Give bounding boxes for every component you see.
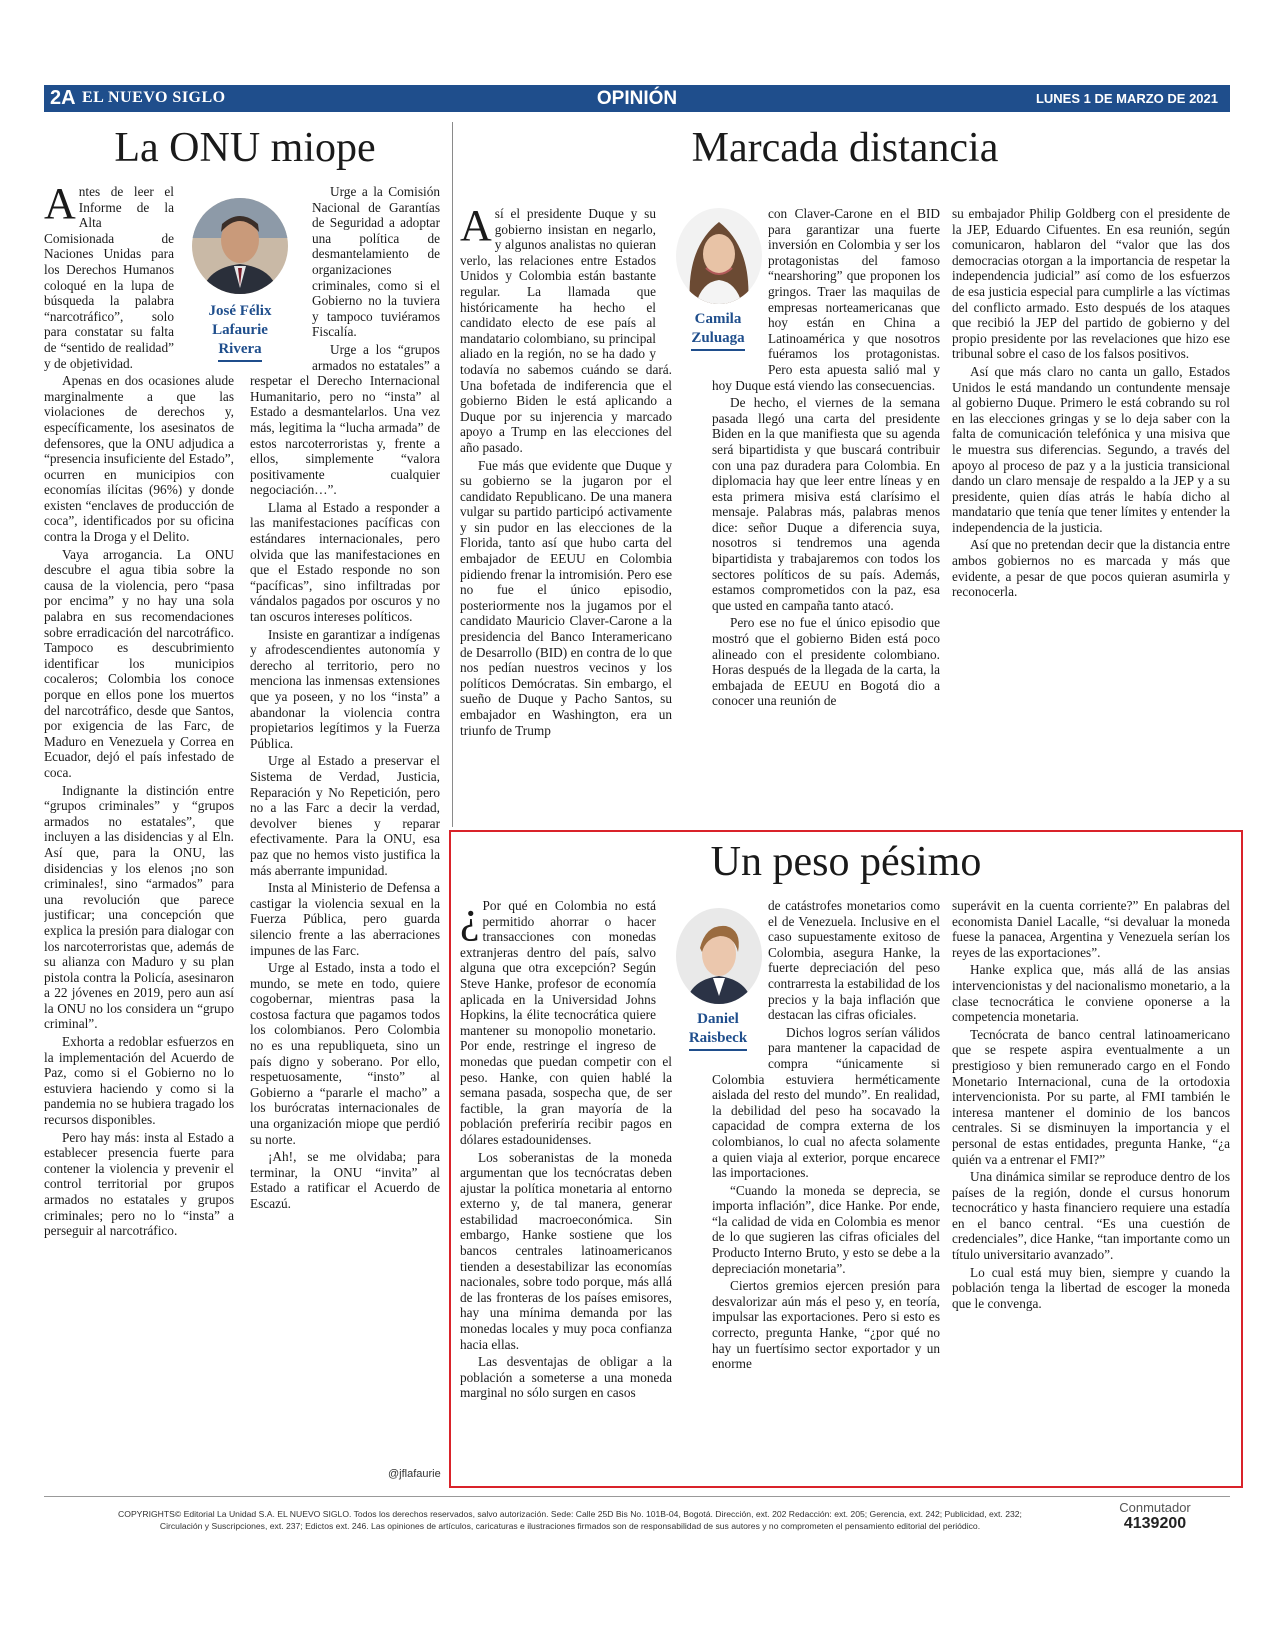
paragraph: Apenas en dos ocasiones alude marginalmente a que las violaciones de derechos y, específicamente, los asesinatos de defensores, que la ONU adjudica a “presencia insuficiente del Estado”, ocurren en municipios con economías ilícitas (96%) y donde existen “enclaves de producción de coca”, identificados por su oficina contra la Droga y el Delito. [44, 373, 234, 545]
paragraph: Fue más que evidente que Duque y su gobierno se la jugaron por el candidato Republicano. De una manera vulgar su partido participó activamente y sin pudor en las elecciones de la Florida, tanto así que hubo carta del embajador de EEUU en Colombia pidiendo frenar la intromisión. Pero ese no fue el único episodio, posteriormente nos la jugamos por el candidato Mauricio Claver-Carone a la presidencia del Banco Interamericano de Desarrollo (BID) en contra de lo que nos pedían nuestros vecinos y los políticos Demócratas. Sin embargo, el sueño de Duque y Pacho Santos, su embajador en Washington, era un triunfo de Trump [460, 457, 672, 738]
article-column-peso-2 [712, 898, 940, 1478]
paragraph: Insiste en garantizar a indígenas y afrodescendientes autonomía y derecho al territorio, pero no menciona las inmensas extensiones que ya poseen, y no los “insta” a abandonar la violencia contra propietarios legítimos y la Fuerza Pública. [250, 626, 440, 751]
column-divider [452, 122, 453, 827]
author-name-line: Raisbeck [689, 1029, 747, 1051]
paragraph: Pero ese no fue el único episodio que mostró que el gobierno Biden está poco alineado con el presidente colombiano. Horas después de la llegada de la carta, la embajada de EEUU en Bogotá dio a conocer una reunión de [712, 615, 940, 709]
article-column-distancia-1 [460, 206, 672, 806]
paragraph: Así que no pretendan decir que la distancia entre ambos gobiernos no es marcada y más que evidente, a pesar de que pocos quieran asumirla y reconocerla. [952, 537, 1230, 600]
switchboard-info [1095, 1500, 1215, 1533]
paragraph: Los soberanistas de la moneda argumentan que los tecnócratas deben ajustar la política monetaria al entorno externo y, de tal manera, generar estabilidad macroeconómica. Sin embargo, Hanke sostiene que los bancos centrales latinoamericanos tienden a desestabilizar las economías nacionales, sobre todo porque, más allá de las fronteras de los países emisores, hay una mínima demanda por las monedas locales y muy poca confianza hacia ellas. [460, 1149, 672, 1352]
author-name-line: Lafaurie [212, 322, 268, 338]
paragraph-text: ntes de leer el Informe de la Alta Comisionada de Naciones Unidas para los Derechos Humanos coloqué en la lupa de búsqueda la palabra “narcotráfico”, solo para constatar su falta de “sentido de realidad” y de objetividad. [44, 184, 174, 371]
paragraph: con Claver-Carone en el BID para garantizar una fuerte inversión en Colombia y ser los protagonistas del famoso “nearshoring” que proponen los gringos. Traer las maquilas de empresas norteamericanas que hoy están en China a Latinoamérica y que nosotros fuéramos los protagonistas. Pero esta apuesta salió mal y hoy Duque está viendo las consecuencias. [712, 206, 940, 393]
author-name-line: Rivera [218, 340, 261, 362]
paragraph: Llama al Estado a responder a las manifestaciones pacíficas con estándares internacionales, pero olvida que las manifestaciones en que el Estado responde no son “pacíficas”, sino infiltradas por vándalos pagados por oscuros y no tan oscuros intereses políticos. [250, 499, 440, 625]
paragraph: Urge al Estado a preservar el Sistema de Verdad, Justicia, Reparación y No Repetición, pero no a las Farc a decir la verdad, devolver bienes y reparar efectivamente. Para la ONU, esa paz que no hemos visto justifica la más aberrante impunidad. [250, 753, 440, 878]
paragraph: Tecnócrata de banco central latinoamericano que se respete aspira eventualmente a un prestigioso y bien remunerado cargo en el Fondo Monetario Internacional, cuna de la ortodoxia intervencionista. Por su parte, al FMI también le interesa mantener el dominio de los bancos centrales. Si se disminuyen la importancia y el personal de estas entidades, pregunta Hanke, “¿a quién va a entrenar el FMI?” [952, 1026, 1230, 1167]
paragraph [460, 898, 672, 1148]
paragraph: superávit en la cuenta corriente?” En palabras del economista Daniel Lacalle, “si devaluar la moneda fuese la panacea, Argentina y Venezuela serían los reyes de las exportaciones”. [952, 898, 1230, 960]
paragraph: Indignante la distinción entre “grupos criminales” y “grupos armados no estatales”, que incluyen a las disidencias y al Eln. Así que, para la ONU, las disidencias y los elenos ¡no son criminales!, sino “armados” para una revolución que parece justificar; una concepción que explica la presión para dialogar con los narcoterroristas que, además de su alianza con Maduro y su plan pistola contra la Policía, asesinaron a 22 jóvenes en 2019, pero aun así la ONU no los considera un “grupo criminal”. [44, 782, 234, 1032]
paragraph: Lo cual está muy bien, siempre y cuando la población tenga la libertad de escoger la moneda que le convenga. [952, 1264, 1230, 1311]
article-column-peso-1 [460, 898, 672, 1478]
paragraph: Pero hay más: insta al Estado a establecer presencia fuerte para contener la violencia y prevenir el control territorial por grupos armados no estatales y grupos criminales; pero no lo “insta” a perseguir al narcotráfico. [44, 1129, 234, 1239]
paragraph: Las desventajas de obligar a la población a someterse a una moneda marginal no sólo surgen en casos [460, 1354, 672, 1401]
footer-line: COPYRIGHTS© Editorial La Unidad S.A. EL NUEVO SIGLO. Todos los derechos reservados, salvo autorización. Sede: Calle 25D Bis No. 101B-04, Bogotá. Dirección, ext. 202 Redacción: ext. 205; Gerencia, ext. 242; Publicidad, ext. 232; [118, 1509, 1022, 1519]
article-title-onu: La ONU miope [114, 125, 376, 171]
paragraph-text: sí el presidente Duque y su gobierno insistan en negarlo, y algunos analistas no quieran verlo, las relaciones entre Estados Unidos y Colombia están bastante regular. La llamada que históricamente ha hecho el candidato electo de ese país al mandatario colombiano, su principal aliado en la región, no se ha dado y todavía no sabemos cuándo se dará. Una bofetada de indiferencia que el gobierno Biden le está aplicando a Duque por su injerencia y marcado apoyo a Trump en las elecciones del año pasado. [460, 206, 672, 455]
article-title-peso: Un peso pésimo [710, 839, 982, 885]
paragraph: Ciertos gremios ejercen presión para desvalorizar aún más el peso y, en teoría, impulsar las exportaciones. Pero si esto es correcto, pregunta Hanke, “¿por qué no hay un fuertísimo sector exportador y un enorme [712, 1278, 940, 1372]
article-column-onu-1 [44, 184, 234, 1469]
paragraph [460, 206, 672, 456]
newspaper-brand: EL NUEVO SIGLO [82, 89, 226, 106]
issue-date: LUNES 1 DE MARZO DE 2021 [1035, 91, 1218, 106]
article-title-distancia: Marcada distancia [691, 125, 999, 171]
footer-rule [44, 1496, 1230, 1497]
paragraph: Hanke explica que, más allá de las ansias intervencionistas y del nacionalismo monetario, a la clase tecnocrática le conviene oponerse a la competencia monetaria. [952, 962, 1230, 1025]
page-header-bar [44, 85, 1230, 112]
page-number: 2A [50, 87, 76, 109]
article-column-distancia-2 [712, 206, 940, 806]
paragraph: Exhorta a redoblar esfuerzos en la implementación del Acuerdo de Paz, como si el Gobierno no lo estuviera haciendo y como si la pandemia no se hubiera tragado los recursos disponibles. [44, 1034, 234, 1128]
article-column-onu-2 [250, 184, 440, 1464]
paragraph: Una dinámica similar se reproduce dentro de los países de la región, donde el cursus honorum tecnocrático y hasta financiero requiere una estadía en el banco central. “Es una cuestión de credenciales”, dice Hanke, “tan importante como un título universitario avanzado”. [952, 1169, 1230, 1263]
paragraph: de catástrofes monetarios como el de Venezuela. Inclusive en el caso supuestamente exitoso de Colombia, asegura Hanke, la fuerte depreciación del peso contrarresta la estabilidad de los precios y la baja inflación que destacan las cifras oficiales. [768, 898, 940, 1023]
paragraph: Vaya arrogancia. La ONU descubre el agua tibia sobre la causa de la violencia, pero “pasa por encima” y no hay una sola palabra en sus recomendaciones sobre erradicación del narcotráfico. Tampoco es descubrimiento identificar los municipios cocaleros; Colombia los conoce porque en ellos pone los muertos del narcotráfico, desde que Santos, por exigencia de las Farc, de Maduro en Venezuela y Correa en Ecuador, dejó el país infestado de coca. [44, 546, 234, 780]
paragraph: Así que más claro no canta un gallo, Estados Unidos le está mandando un contundente mensaje al gobierno Duque. Primero le está cobrando su rol en las elecciones gringas y se lo deja saber con la falta de comunicación telefónica y una misiva que le muestra sus diferencias. Segundo, a través del apoyo al proceso de paz y a la justicia transicional dando un claro mensaje de respaldo a la JEP y a su presidente, quien días atrás le había dicho al mandatario que tenía que tener límites y entender la independencia de la justicia. [952, 363, 1230, 535]
article-column-peso-3 [952, 898, 1230, 1478]
paragraph-text: Por qué en Colombia no está permitido ahorrar o hacer transacciones con monedas extranjeras dentro del país, salvo alguna que otra excepción? Según Steve Hanke, profesor de economía aplicada en la Universidad Johns Hopkins, la élite tecnocrática quiere mantener su monopolio monetario. Por ende, restringe el ingreso de monedas que puedan competir con el peso. Hanke, con quien hablé la semana pasada, sospecha que, de ser factible, la gran mayoría de la población preferiría recibir pagos en dólares estadounidenses. [460, 898, 672, 1147]
paragraph: Dichos logros serían válidos para mantener la capacidad de compra “únicamente si Colombia estuviera herméticamente aislada del resto del mundo”. En realidad, la debilidad del peso ha socavado la capacidad de compra externa de los colombianos, lo cual no afecta solamente a quien viaja al exterior, porque encarece las importaciones. [712, 1024, 940, 1181]
drop-cap: A [44, 184, 76, 228]
switchboard-label: Conmutador [1119, 1500, 1191, 1515]
paragraph: Insta al Ministerio de Defensa a castigar la violencia sexual en la Fuerza Pública, pero guarda silencio frente a las aberraciones impunes de las Farc. [250, 880, 440, 958]
paragraph: ¡Ah!, se me olvidaba; para terminar, la ONU “invita” al Estado a ratificar el Acuerdo de Escazú. [250, 1149, 440, 1211]
paragraph: Urge a la Comisión Nacional de Garantías de Seguridad a adoptar una política de desmantelamiento de organizaciones criminales, como si el Gobierno no la tuviera y tampoco tuviéramos Fiscalía. [312, 184, 440, 340]
article-column-distancia-3 [952, 206, 1230, 806]
paragraph: su embajador Philip Goldberg con el presidente de la JEP, Eduardo Cifuentes. En esa reunión, según comunicaron, hablaron del “valor que las dos democracias otorgan a la importancia de respetar la independencia judicial” así como de los esfuerzos de esa justicia especial para cumplirle a las víctimas del conflicto armado. Esto después de los ataques que recibió la JEP del partido de gobierno y del propio presidente por las revelaciones que hizo ese tribunal sobre el caso de los falsos positivos. [952, 206, 1230, 362]
paragraph: “Cuando la moneda se deprecia, se importa inflación”, dice Hanke. Por ende, “la calidad de vida en Colombia es menor de lo que sugieren las cifras oficiales del Producto Interno Bruto, y esto se debe a la depreciación monetaria”. [712, 1182, 940, 1276]
author-name-line: Zuluaga [691, 329, 744, 351]
switchboard-number: 4139200 [1123, 1515, 1187, 1532]
drop-cap: A [460, 206, 492, 250]
author-twitter-handle: @jflafaurie [388, 1468, 441, 1480]
author-name-line: Camila [694, 311, 742, 327]
paragraph: De hecho, el viernes de la semana pasada llegó una carta del presidente Biden en la que manifiesta que su agenda será bipartidista y que buscará contribuir con una paz duradera para Colombia. En diplomacia hay que leer entre líneas y en esta primera misiva está clarísimo el mensaje. Palabras más, palabras menos dice: señor Duque a diferencia suya, nosotros si tendremos una agenda bipartidista y trabajaremos con todos los sectores políticos de su país. Además, estamos comprometidos con la paz, esa que usted en campaña tanto atacó. [712, 395, 940, 613]
drop-cap: ¿ [460, 898, 480, 942]
footer-copyright [60, 1508, 1080, 1532]
section-title: OPINIÓN [596, 88, 678, 109]
paragraph: Urge a los “grupos armados no estatales” a respetar el Derecho Internacional Humanitario, pero no “insta” al Estado a desmantelarlos. Una vez más, legitima la “lucha armada” de estos narcoterroristas y, frente a ellos, simplemente “valora positivamente cualquier negociación…”. [250, 341, 440, 498]
footer-line: Circulación y Suscripciones, ext. 237; Edictos ext. 246. Las opiniones de artículos, caricaturas e ilustraciones firmados son de responsabilidad de sus autores y no comprometen el pensamiento editorial del periódico. [159, 1521, 981, 1531]
author-name-line: Daniel [697, 1011, 739, 1027]
paragraph: Urge al Estado, insta a todo el mundo, se mete en todo, quiere cogobernar, mientras pasa la costosa factura que pagamos todos los colombianos. Pero Colombia no es una republiqueta, sino un país digno y soberano. Por ello, respetuosamente, “insto” al Gobierno a “pararle el macho” a los burócratas internacionales de una organización miope que perdió su norte. [250, 960, 440, 1147]
author-name-line: José Félix [208, 303, 272, 319]
